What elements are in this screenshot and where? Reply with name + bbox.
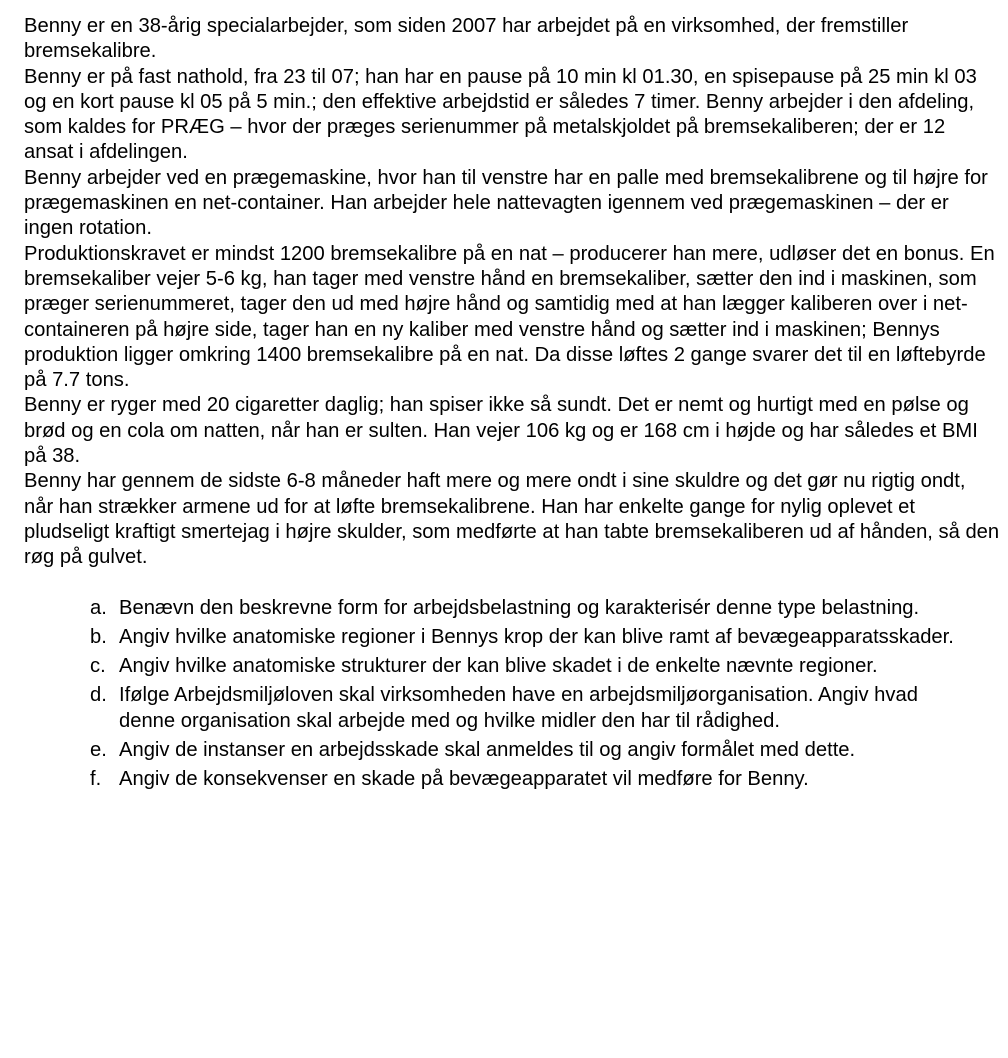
case-paragraph-shift: Benny er på fast nathold, fra 23 til 07; han har en pause på 10 min kl 01.30, en spisepause på 25 min kl 03 og en kort pause kl 05 på 5 min.; den effektive arbejdstid er således 7 timer. Benny arbejder i den afdeling, som kaldes for PRÆG – hvor der præges serienummer på metalskjoldet på bremsekaliberen; der er 12 ansat i afdelingen.	[24, 65, 977, 164]
question-letter: c.	[90, 655, 106, 678]
question-text: Angiv hvilke anatomiske regioner i Bennys krop der kan blive ramt af bevægeapparatsskader.	[119, 625, 954, 648]
case-paragraph-production: Produktionskravet er mindst 1200 bremsekalibre på en nat – producerer han mere, udløser det en bonus. En bremsekaliber vejer 5-6 kg, han tager med venstre hånd en bremsekaliber, sætter den ind i maskinen, som præger serienummeret, tager den ud med højre hånd og samtidig med at han lægger kaliberen over i net-containeren på højre side, tager han en ny kaliber med venstre hånd og sætter ind i maskinen; Bennys produktion ligger omkring 1400 bremsekalibre på en nat. Da disse løftes 2 gange svarer det til en løftebyrde på 7.7 tons.	[24, 242, 995, 392]
question-list	[24, 596, 1000, 793]
question-text: Angiv de instanser en arbejdsskade skal anmeldes til og angiv formålet med dette.	[119, 739, 856, 762]
question-item	[24, 625, 1000, 650]
question-text: Benævn den beskrevne form for arbejdsbelastning og karakterisér denne type belastning.	[119, 596, 920, 619]
case-paragraph-employment: Benny er en 38-årig specialarbejder, som siden 2007 har arbejdet på en virksomhed, der fremstiller bremsekalibre.	[24, 15, 909, 63]
case-description	[24, 14, 1000, 571]
question-letter: b.	[90, 625, 107, 648]
question-letter: e.	[90, 739, 107, 762]
question-item	[24, 767, 1000, 792]
case-paragraph-lifestyle: Benny er ryger med 20 cigaretter daglig; han spiser ikke så sundt. Det er nemt og hurtigt med en pølse og brød og en cola om natten, når han er sulten. Han vejer 106 kg og er 168 cm i højde og har således et BMI på 38.	[24, 394, 978, 468]
question-text: Angiv de konsekvenser en skade på bevægeapparatet vil medføre for Benny.	[119, 768, 809, 791]
question-text: Ifølge Arbejdsmiljøloven skal virksomheden have en arbejdsmiljøorganisation. Angiv hvad denne organisation skal arbejde med og hvilke midler den har til rådighed.	[119, 684, 918, 732]
question-item	[24, 596, 1000, 621]
question-letter: a.	[90, 596, 107, 619]
question-item	[24, 654, 1000, 679]
case-paragraph-symptoms: Benny har gennem de sidste 6-8 måneder haft mere og mere ondt i sine skuldre og det gør nu rigtig ondt, når han strækker armene ud for at løfte bremsekalibrene. Han har enkelte gange for nylig oplevet et pludseligt kraftigt smertejag i højre skulder, som medførte at han tabte bremsekaliberen ud af hånden, så den røg på gulvet.	[24, 470, 1000, 569]
question-text: Angiv hvilke anatomiske strukturer der kan blive skadet i de enkelte nævnte regioner.	[119, 655, 878, 678]
case-paragraph-workstation: Benny arbejder ved en prægemaskine, hvor han til venstre har en palle med bremsekalibrene og til højre for prægemaskinen en net-container. Han arbejder hele nattevagten igennem ved prægemaskinen – der er ingen rotation.	[24, 166, 988, 240]
question-item	[24, 738, 1000, 763]
question-letter: f.	[90, 768, 102, 791]
question-item	[24, 683, 1000, 734]
document-body	[24, 14, 1000, 797]
question-letter: d.	[90, 684, 107, 707]
